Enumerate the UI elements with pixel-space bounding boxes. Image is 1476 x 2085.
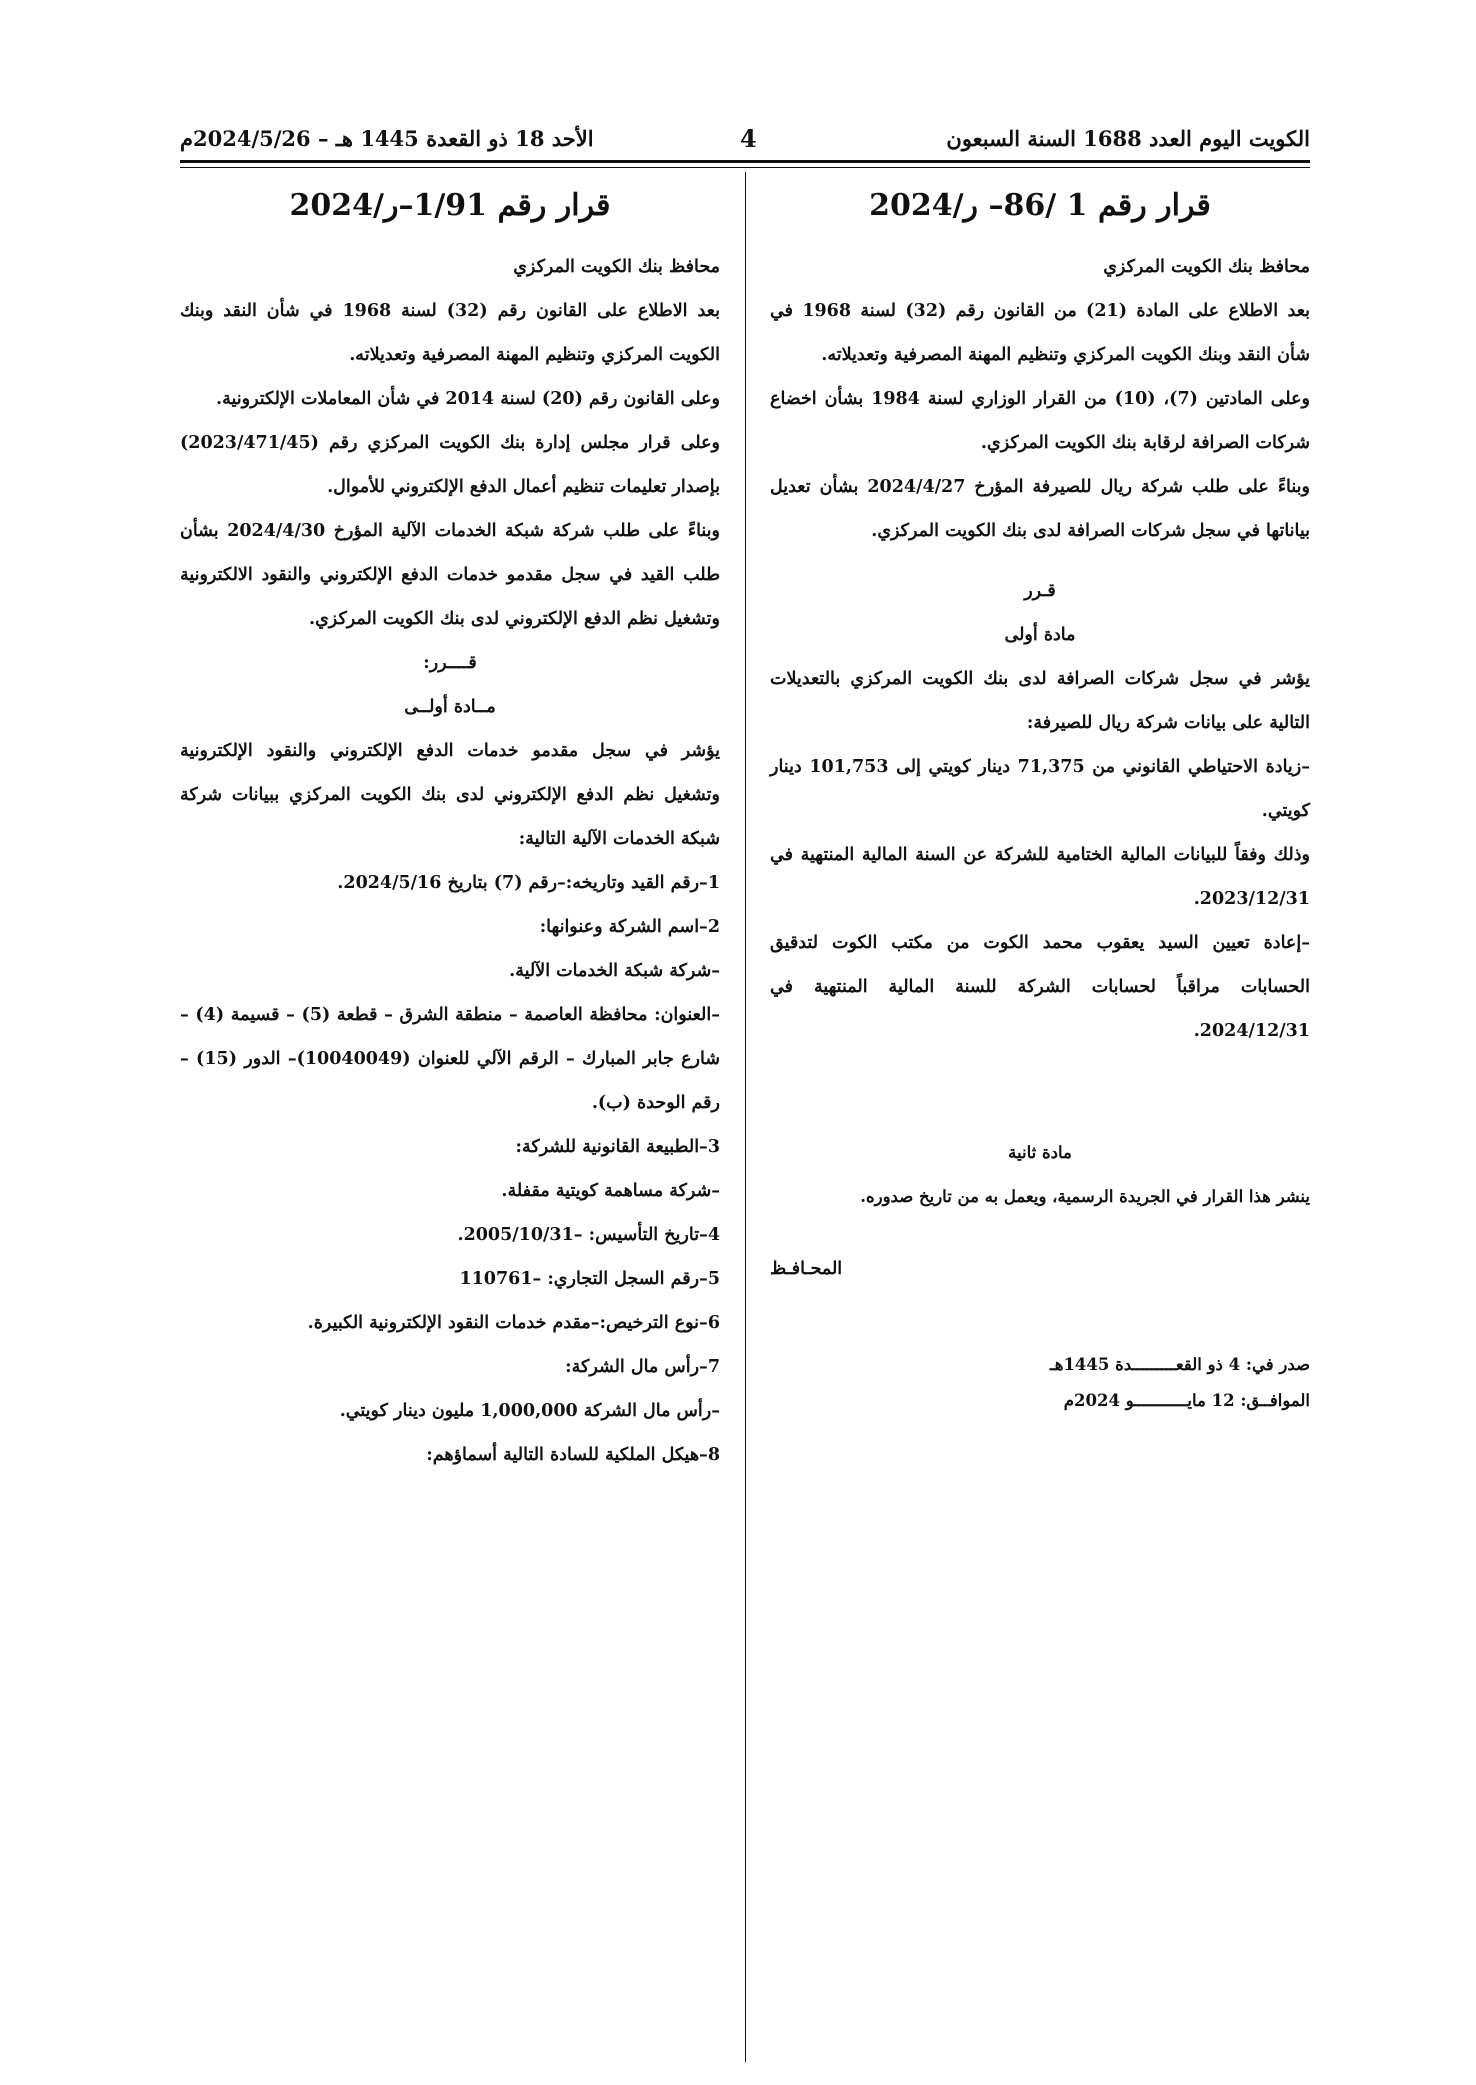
article-paragraph: يؤشر في سجل شركات الصرافة لدى بنك الكويت المركزي بالتعديلات التالية على بيانات شركة ريال للصيرفة: <box>770 669 1310 733</box>
header-page-number: 4 <box>740 123 757 153</box>
list-item: 6–نوع الترخيص:–مقدم خدمات النقود الإلكترونية الكبيرة. <box>307 1313 720 1333</box>
article-1-title: مادة أولى <box>1004 625 1076 645</box>
decision-86-title: قرار رقم 1 /86– ر/2024 <box>869 188 1211 223</box>
list-item: 4–تاريخ التأسيس: –2005/10/31. <box>457 1225 720 1245</box>
list-item: 5–رقم السجل التجاري: –110761 <box>459 1269 720 1289</box>
list-item: 2–اسم الشركة وعنوانها: <box>539 917 720 937</box>
preamble-paragraph: وعلى القانون رقم (20) لسنة 2014 في شأن المعاملات الإلكترونية. <box>216 389 720 409</box>
decision-91-column <box>180 178 720 1477</box>
list-item: 8–هيكل الملكية للسادة التالية أسماؤهم: <box>426 1445 720 1465</box>
header-rule-thin <box>180 167 1310 168</box>
issued-hijri: صدر في: 4 ذو القعـــــــــدة 1445هـ <box>1049 1355 1310 1374</box>
list-item: 1–رقم القيد وتاريخه:–رقم (7) بتاريخ 2024/5/16. <box>337 873 720 893</box>
column-divider <box>745 172 746 2062</box>
decided-heading: قــــرر: <box>423 653 477 673</box>
article-paragraph: –إعادة تعيين السيد يعقوب محمد الكوت من مكتب الكوت لتدقيق الحسابات مراقباً لحسابات الشركة للسنة المالية المنتهية في 2024/12/31. <box>770 933 1310 1041</box>
list-item: –رأس مال الشركة 1,000,000 مليون دينار كويتي. <box>339 1401 720 1421</box>
issued-gregorian: الموافــق: 12 مايـــــــــــو 2024م <box>1063 1391 1310 1410</box>
preamble-paragraph: وبناءً على طلب شركة شبكة الخدمات الآلية المؤرخ 2024/4/30 بشأن طلب القيد في سجل مقدمو خدمات الدفع الإلكتروني والنقود الالكترونية وتشغيل نظم الدفع الإلكتروني لدى بنك الكويت المركزي. <box>180 521 720 629</box>
preamble-paragraph: وعلى قرار مجلس إدارة بنك الكويت المركزي رقم (2023/471/45) بإصدار تعليمات تنظيم أعمال الدفع الإلكتروني للأموال. <box>180 433 720 497</box>
preamble-paragraph: وعلى المادتين (7)، (10) من القرار الوزاري لسنة 1984 بشأن اخضاع شركات الصرافة لرقابة بنك الكويت المركزي. <box>770 389 1310 453</box>
article-intro: يؤشر في سجل مقدمو خدمات الدفع الإلكتروني والنقود الإلكترونية وتشغيل نظم الدفع الإلكتروني لدى بنك الكويت المركزي ببيانات شركة شبكة الخدمات الآلية التالية: <box>180 741 720 849</box>
article-paragraph: وذلك وفقاً للبيانات المالية الختامية للشركة عن السنة المالية المنتهية في 2023/12/31. <box>770 845 1310 909</box>
list-item: 7–رأس مال الشركة: <box>565 1357 720 1377</box>
decision-86-column <box>770 178 1310 1419</box>
decision-91-title: قرار رقم 1/91–ر/2024 <box>289 188 611 223</box>
preamble-paragraph: وبناءً على طلب شركة ريال للصيرفة المؤرخ 2024/4/27 بشأن تعديل بياناتها في سجل شركات الصرافة لدى بنك الكويت المركزي. <box>770 477 1310 541</box>
signature-label: المحـافـظ <box>770 1259 843 1279</box>
header-date: الأحد 18 ذو القعدة 1445 هـ – 2024/5/26م <box>180 125 594 151</box>
header-rule-thick <box>180 160 1310 163</box>
list-item: 3–الطبيعة القانونية للشركة: <box>515 1137 720 1157</box>
page-header <box>180 118 1310 158</box>
list-item: –شركة شبكة الخدمات الآلية. <box>509 961 720 981</box>
issuer-line: محافظ بنك الكويت المركزي <box>1103 257 1310 277</box>
issue-date-block <box>770 1347 1310 1419</box>
issuer-line: محافظ بنك الكويت المركزي <box>513 257 720 277</box>
decided-heading: قـرر <box>1024 581 1056 601</box>
article-2-title: مادة ثانية <box>1008 1143 1072 1162</box>
list-item: –شركة مساهمة كويتية مقفلة. <box>501 1181 720 1201</box>
article-1-title: مــادة أولــى <box>404 697 496 717</box>
header-publication: الكويت اليوم العدد 1688 السنة السبعون <box>946 125 1310 151</box>
preamble-paragraph: بعد الاطلاع على المادة (21) من القانون رقم (32) لسنة 1968 في شأن النقد وبنك الكويت المركزي وتنظيم المهنة المصرفية وتعديلاته. <box>770 301 1311 365</box>
article-paragraph: –زيادة الاحتياطي القانوني من 71,375 دينار كويتي إلى 101,753 دينار كويتي. <box>770 757 1310 821</box>
list-item: –العنوان: محافظة العاصمة – منطقة الشرق – قطعة (5) – قسيمة (4) – شارع جابر المبارك – الرقم الآلي للعنوان (10040049)– الدور (15) – رقم الوحدة (ب). <box>180 1005 720 1113</box>
preamble-paragraph: بعد الاطلاع على القانون رقم (32) لسنة 1968 في شأن النقد وبنك الكويت المركزي وتنظيم المهنة المصرفية وتعديلاته. <box>180 301 720 365</box>
article-2-text: ينشر هذا القرار في الجريدة الرسمية، ويعمل به من تاريخ صدوره. <box>860 1187 1310 1206</box>
